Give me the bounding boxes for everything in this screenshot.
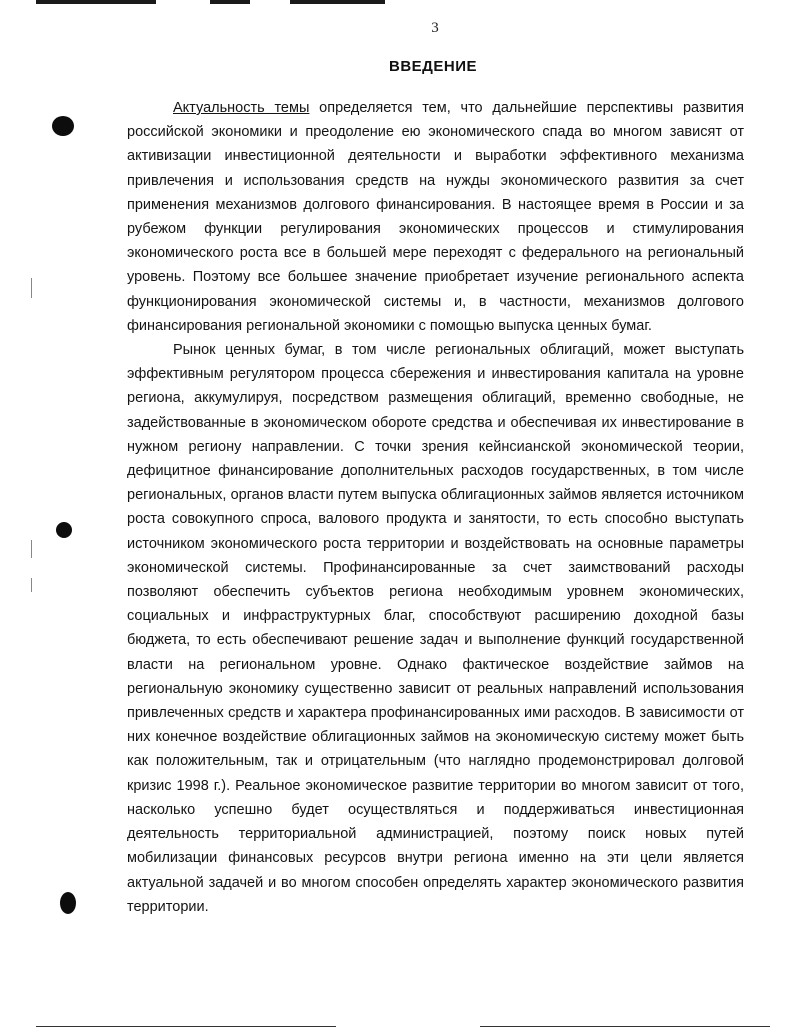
section-title: ВВЕДЕНИЕ [389,58,477,75]
scan-top-artifact-1 [36,0,156,4]
margin-tick-3 [31,578,32,592]
paragraph-relevance [127,96,744,338]
paragraph-text: Рынок ценных бумаг, в том числе региональных облигаций, может выступать эффективным регулятором процесса сбережения и инвестирования капитала на уровне региона, аккумулируя, посредством размещения облигаций, временно свободные, не задействованные в экономическом обороте средства и обеспечивая их инвестирование в нужном региону направлении. С точки зрения кейнсианской экономической теории, дефицитное финансирование дополнительных расходов государственных, в том числе региональных, органов власти путем выпуска облигационных займов является источником роста совокупного спроса, валового продукта и занятости, то есть способно выступать источником экономического роста территории и воздействовать на основные параметры экономической системы. Профинансированные за счет заимствований расходы позволяют обеспечить субъектов региона необходимым уровнем экономических, социальных и инфраструктурных благ, способствуют расширению доходной базы бюджета, то есть обеспечивают решение задач и выполнение функций государственной власти на региональном уровне. Однако фактическое воздействие займов на региональную экономику существенно зависит от реальных направлений использования привлеченных средств и характера профинансированных ими расходов. В зависимости от них конечное воздействие облигационных займов на экономическую систему может быть как положительным, так и отрицательным (что наглядно продемонстрировал долговой кризис 1998 г.). Реальное экономическое развитие территории во многом зависит от того, насколько успешно будет осуществляться и поддерживаться инвестиционная деятельность территориальной администрацией, поэтому поиск новых путей мобилизации финансовых ресурсов внутри региона именно на эти цели является актуальной задачей и во многом способен определять характер экономического развития территории. [127,342,744,915]
margin-tick-1 [31,278,32,298]
page-number: 3 [431,20,439,36]
paragraph-securities-market [127,338,744,919]
body-text [127,96,744,919]
scan-top-artifact-3 [290,0,385,4]
binder-hole-mark-3 [60,892,76,914]
binder-hole-mark-2 [56,522,72,538]
bottom-scan-line-right [480,1026,770,1027]
paragraph-text: определяется тем, что дальнейшие перспективы развития российской экономики и преодоление ею экономического спада во многом зависят от активизации инвестиционной деятельности и выработки эффективного механизма привлечения и использования средств на нужды экономического развития за счет применения механизмов долгового финансирования. В настоящее время в России и за рубежом функции регулирования экономических процессов и стимулирования экономического роста все в большей мере переходят с федерального на региональный уровень. Поэтому все большее значение приобретает изучение регионального аспекта функционирования экономической системы и, в частности, механизмов долгового финансирования региональной экономики с помощью выпуска ценных бумаг. [127,100,744,334]
margin-tick-2 [31,540,32,558]
scan-top-artifact-2 [210,0,250,4]
binder-hole-mark-1 [52,116,74,136]
bottom-scan-line-left [36,1026,336,1027]
relevance-lead: Актуальность темы [173,100,310,116]
